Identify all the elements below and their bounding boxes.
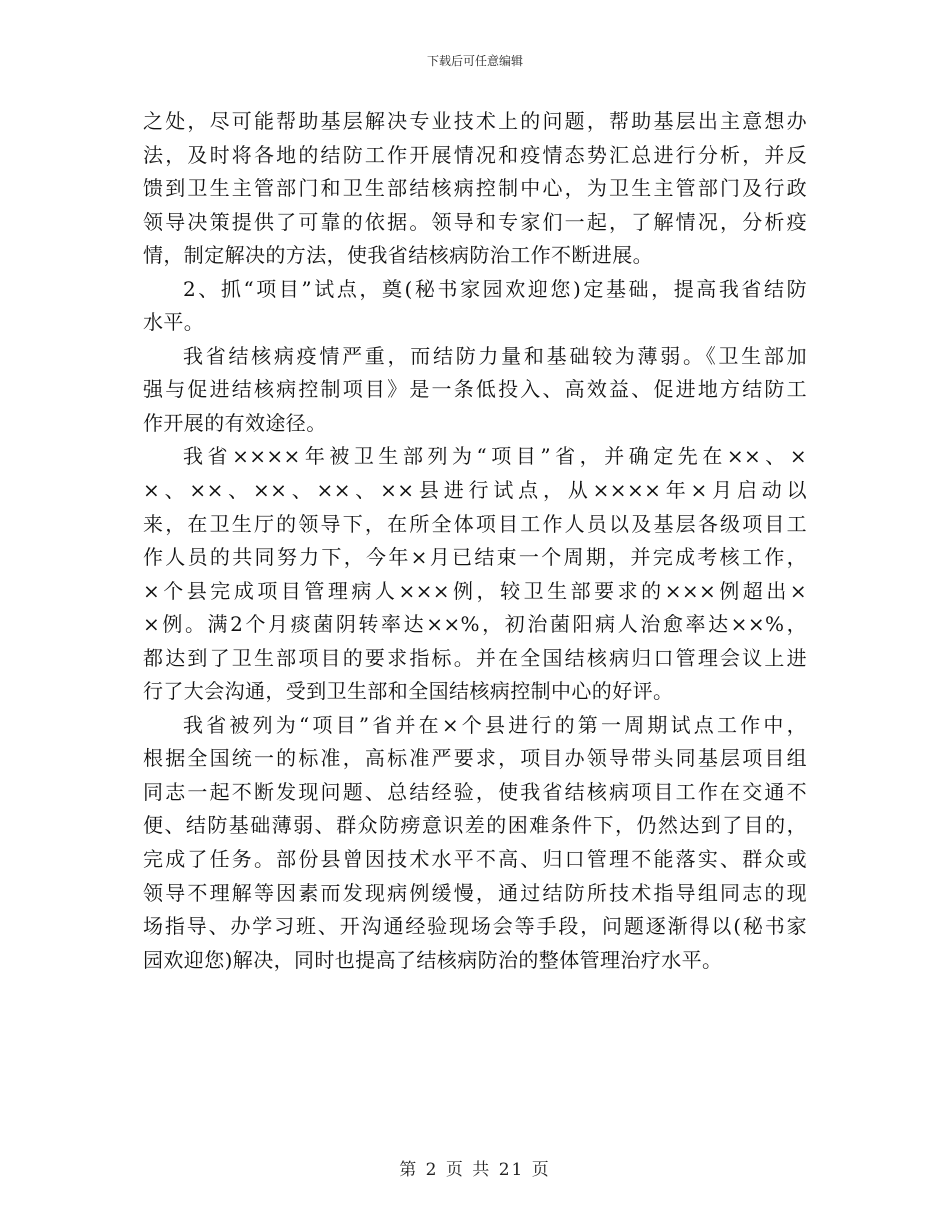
- text-line: 强与促进结核病控制项目》是一条低投入、高效益、促进地方结防工: [143, 377, 807, 402]
- text-line: 领导决策提供了可靠的依据。领导和专家们一起，了解情况，分析疫: [143, 209, 807, 234]
- text-line: 作开展的有效途径。: [143, 410, 327, 435]
- text-line: 法，及时将各地的结防工作开展情况和疫情态势汇总进行分析，并反: [143, 142, 807, 167]
- paragraph-first-line: 我省××××年被卫生部列为“项目”省，并确定先在××、×: [183, 444, 807, 469]
- text-line: 根据全国统一的标准，高标准严要求，项目办领导带头同基层项目组: [143, 746, 807, 771]
- section-heading-line: 2、抓“项目”试点，奠(秘书家园欢迎您)定基础，提高我省结防: [183, 276, 807, 301]
- document-body: [143, 105, 807, 977]
- text-line: ×、××、××、××、××县进行试点，从××××年×月启动以: [143, 478, 807, 503]
- text-line: 之处，尽可能帮助基层解决专业技术上的问题，帮助基层出主意想办: [143, 109, 807, 133]
- text-line: 馈到卫生主管部门和卫生部结核病控制中心，为卫生主管部门及行政: [143, 176, 807, 201]
- text-line: 行了大会沟通，受到卫生部和全国结核病控制中心的好评。: [143, 679, 674, 704]
- text-line: 情，制定解决的方法，使我省结核病防治工作不断进展。: [143, 243, 653, 268]
- page-header: 下载后可任意编辑: [426, 54, 523, 68]
- page-number: 第 2 页 共 21 页: [399, 1160, 551, 1180]
- text-line: 园欢迎您)解决，同时也提高了结核病防治的整体管理治疗水平。: [143, 947, 723, 972]
- text-line: 水平。: [143, 310, 205, 335]
- text-line: 同志一起不断发现问题、总结经验，使我省结核病项目工作在交通不: [143, 779, 807, 804]
- text-line: 便、结防基础薄弱、群众防痨意识差的困难条件下，仍然达到了目的，: [143, 813, 807, 838]
- text-line: 完成了任务。部份县曾因技术水平不高、归口管理不能落实、群众或: [143, 847, 807, 872]
- paragraph-first-line: 我省结核病疫情严重，而结防力量和基础较为薄弱。《卫生部加: [183, 343, 807, 368]
- text-line: 领导不理解等因素而发现病例缓慢，通过结防所技术指导组同志的现: [143, 880, 807, 905]
- text-line: 场指导、办学习班、开沟通经验现场会等手段，问题逐渐得以(秘书家: [143, 914, 807, 939]
- text-line: 都达到了卫生部项目的要求指标。并在全国结核病归口管理会议上进: [143, 645, 807, 670]
- text-line: ×个县完成项目管理病人×××例，较卫生部要求的×××例超出×: [143, 578, 807, 603]
- text-line: 作人员的共同努力下，今年×月已结束一个周期，并完成考核工作，: [143, 545, 807, 570]
- text-line: 来，在卫生厅的领导下，在所全体项目工作人员以及基层各级项目工: [143, 511, 807, 536]
- text-line: ×例。满2个月痰菌阴转率达××%，初治菌阳病人治愈率达××%，: [143, 612, 807, 637]
- paragraph-first-line: 我省被列为“项目”省并在×个县进行的第一周期试点工作中，: [183, 712, 807, 737]
